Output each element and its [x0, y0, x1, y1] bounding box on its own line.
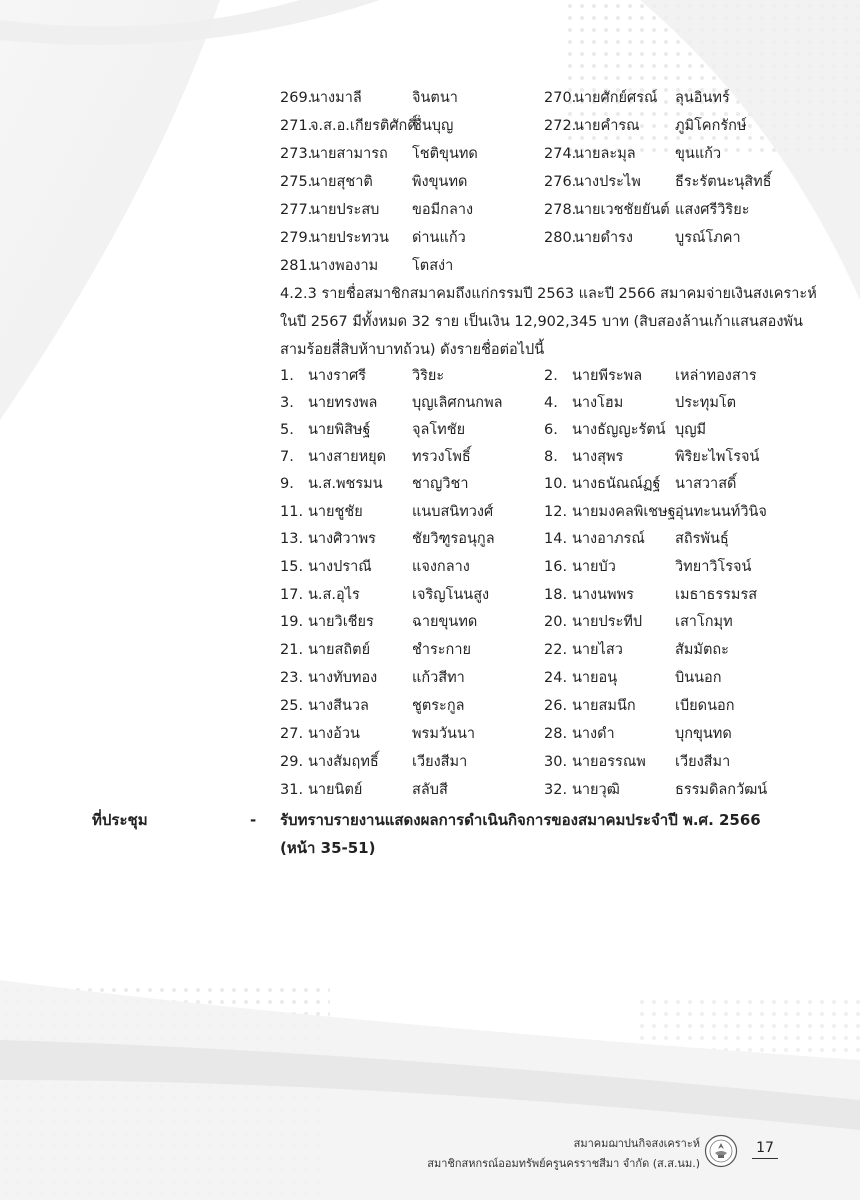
first-name: นางทับทอง: [308, 670, 378, 686]
first-name: นายนิตย์: [308, 782, 363, 798]
paragraph-line: ในปี 2567 มีทั้งหมด 32 ราย เป็นเงิน 12,902,345 บาท (สิบสองล้านเก้าแสนสองพัน: [280, 314, 803, 330]
last-name: แนบสนิทวงศ์: [412, 504, 494, 520]
last-name: ชัยวิฑูรอนุกูล: [412, 531, 495, 547]
item-number: 21.: [280, 642, 304, 658]
last-name: โตสง่า: [412, 258, 454, 274]
first-name: นายวิเชียร: [308, 614, 374, 630]
item-number: 279.: [280, 230, 313, 246]
item-number: 8.: [544, 449, 558, 465]
last-name: ทรวงโพธิ์: [412, 449, 471, 465]
last-name: เวียงสีมา: [412, 754, 468, 770]
last-name: ชูตระกูล: [412, 698, 465, 714]
item-number: 5.: [280, 422, 294, 438]
last-name: ประทุมโต: [675, 395, 737, 411]
first-name: นายบัว: [572, 559, 616, 575]
first-name: จ.ส.อ.เกียรติศักดิ์: [310, 118, 417, 134]
last-name: ชื่นบุญ: [412, 118, 454, 134]
item-number: 32.: [544, 782, 568, 798]
last-name: ภูมิโคกรักษ์: [675, 118, 747, 134]
item-number: 276.: [544, 174, 577, 190]
last-name: ขอมีกลาง: [412, 202, 474, 218]
first-name: นางธนัณณ์ฏฐ์: [572, 476, 661, 492]
last-name: อุ่นทะนนท์วินิจ: [675, 504, 767, 520]
last-name: เสาโกมุท: [675, 614, 733, 630]
item-number: 272.: [544, 118, 577, 134]
last-name: โชติขุนทด: [412, 146, 478, 162]
item-number: 19.: [280, 614, 304, 630]
last-name: พิงขุนทด: [412, 174, 468, 190]
item-number: 14.: [544, 531, 568, 547]
first-name: นางสุพร: [572, 449, 624, 465]
item-number: 29.: [280, 754, 304, 770]
last-name: เบียดนอก: [675, 698, 735, 714]
item-number: 7.: [280, 449, 294, 465]
last-name: แก้วสีทา: [412, 670, 465, 686]
last-name: เจริญโนนสูง: [412, 587, 490, 603]
first-name: นางราศรี: [308, 368, 367, 384]
item-number: 24.: [544, 670, 568, 686]
first-name: นายมงคลพิเชษฐ: [572, 504, 676, 520]
item-number: 6.: [544, 422, 558, 438]
last-name: บูรณ์โภคา: [675, 230, 741, 246]
first-name: นางอาภรณ์: [572, 531, 645, 547]
item-number: 22.: [544, 642, 568, 658]
first-name: นางประไพ: [574, 174, 641, 190]
first-name: นายสมนึก: [572, 698, 636, 714]
resolution-text: รับทราบรายงานแสดงผลการดำเนินกิจการของสมาคมประจำปี พ.ศ. 2566: [280, 811, 761, 829]
last-name: วิริยะ: [412, 368, 445, 384]
first-name: นายประสบ: [310, 202, 380, 218]
page-number: 17: [752, 1138, 778, 1159]
last-name: สถิรพันธุ์: [675, 531, 729, 547]
item-number: 271.: [280, 118, 313, 134]
first-name: นายประทีป: [572, 614, 643, 630]
item-number: 26.: [544, 698, 568, 714]
last-name: นาสวาสดิ์: [675, 476, 737, 492]
item-number: 20.: [544, 614, 568, 630]
last-name: ขุนแก้ว: [675, 146, 722, 162]
last-name: ฉายขุนทด: [412, 614, 478, 630]
item-number: 270.: [544, 90, 577, 106]
first-name: นางสีนวล: [308, 698, 369, 714]
last-name: จินตนา: [412, 90, 458, 106]
last-name: พรมวันนา: [412, 726, 476, 742]
first-name: นายทรงพล: [308, 395, 378, 411]
last-name: เวียงสีมา: [675, 754, 731, 770]
footer-association-name: สมาคมฌาปนกิจสงเคราะห์: [573, 1137, 700, 1150]
first-name: นายวุฒิ: [572, 782, 620, 798]
last-name: บุญมี: [675, 422, 707, 438]
first-name: นางปราณี: [308, 559, 372, 575]
item-number: 4.: [544, 395, 558, 411]
last-name: บุกขุนทด: [675, 726, 732, 742]
item-number: 3.: [280, 395, 294, 411]
item-number: 28.: [544, 726, 568, 742]
last-name: ธรรมดิลกวัฒน์: [675, 782, 768, 798]
item-number: 25.: [280, 698, 304, 714]
item-number: 23.: [280, 670, 304, 686]
last-name: จุลโทชัย: [412, 422, 466, 438]
first-name: น.ส.อุไร: [308, 587, 360, 603]
item-number: 274.: [544, 146, 577, 162]
item-number: 1.: [280, 368, 294, 384]
first-name: นางธัญญะรัตน์: [572, 422, 666, 438]
first-name: นายไสว: [572, 642, 623, 658]
last-name: เหล่าทองสาร: [675, 368, 757, 384]
paragraph-line: สามร้อยสี่สิบห้าบาทถ้วน) ดังรายชื่อต่อไปนี้: [280, 342, 545, 358]
first-name: นางนพพร: [572, 587, 634, 603]
item-number: 273.: [280, 146, 313, 162]
resolution-page-ref: (หน้า 35-51): [280, 839, 376, 857]
first-name: นายละมุล: [574, 146, 636, 162]
first-name: นางมาลี: [310, 90, 362, 106]
last-name: ลุนอินทร์: [675, 90, 730, 106]
item-number: 9.: [280, 476, 294, 492]
last-name: พิริยะไพโรจน์: [675, 449, 760, 465]
first-name: นางโฮม: [572, 395, 624, 411]
first-name: นายสุชาติ: [310, 174, 373, 190]
item-number: 15.: [280, 559, 304, 575]
association-seal-icon: [704, 1134, 738, 1168]
item-number: 269.: [280, 90, 313, 106]
last-name: ธีระรัตนะนุสิทธิ์: [675, 174, 772, 190]
item-number: 277.: [280, 202, 313, 218]
last-name: บุญเลิศกนกพล: [412, 395, 503, 411]
first-name: นายสามารถ: [310, 146, 388, 162]
first-name: นางดำ: [572, 726, 615, 742]
first-name: น.ส.พชรมน: [308, 476, 383, 492]
last-name: วิทยาวิโรจน์: [675, 559, 752, 575]
last-name: แจงกลาง: [412, 559, 470, 575]
item-number: 16.: [544, 559, 568, 575]
item-number: 278.: [544, 202, 577, 218]
last-name: สัมมัตถะ: [675, 642, 729, 658]
last-name: สลับสี: [412, 782, 448, 798]
item-number: 281.: [280, 258, 313, 274]
last-name: ด่านแก้ว: [412, 230, 466, 246]
first-name: นายคำรณ: [574, 118, 640, 134]
first-name: นายชูชัย: [308, 504, 363, 520]
item-number: 280.: [544, 230, 577, 246]
item-number: 18.: [544, 587, 568, 603]
paragraph-line: 4.2.3 รายชื่อสมาชิกสมาคมถึงแก่กรรมปี 2563 และปี 2566 สมาคมจ่ายเงินสงเคราะห์: [280, 286, 817, 302]
resolution-dash: -: [250, 811, 257, 829]
first-name: นางอ้วน: [308, 726, 360, 742]
first-name: นายอนุ: [572, 670, 618, 686]
item-number: 10.: [544, 476, 568, 492]
item-number: 275.: [280, 174, 313, 190]
item-number: 13.: [280, 531, 304, 547]
resolution-label: ที่ประชุม: [92, 811, 148, 829]
first-name: นางสัมฤทธิ์: [308, 754, 379, 770]
first-name: นายประทวน: [310, 230, 389, 246]
item-number: 27.: [280, 726, 304, 742]
first-name: นายอรรณพ: [572, 754, 646, 770]
item-number: 31.: [280, 782, 304, 798]
last-name: บินนอก: [675, 670, 722, 686]
last-name: ชาญวิชา: [412, 476, 469, 492]
first-name: นายพีระพล: [572, 368, 643, 384]
first-name: นายเวชชัยยันต์: [574, 202, 670, 218]
item-number: 12.: [544, 504, 568, 520]
last-name: ชำระกาย: [412, 642, 471, 658]
first-name: นายสถิตย์: [308, 642, 371, 658]
first-name: นางศิวาพร: [308, 531, 376, 547]
first-name: นายศักย์ศรณ์: [574, 90, 658, 106]
item-number: 11.: [280, 504, 304, 520]
item-number: 2.: [544, 368, 558, 384]
first-name: นางพองาม: [310, 258, 379, 274]
footer-cooperative-name: สมาชิกสหกรณ์ออมทรัพย์ครูนครราชสีมา จำกัด (ส.ส.นม.): [427, 1157, 700, 1170]
first-name: นายพิสิษฐ์: [308, 422, 371, 438]
item-number: 30.: [544, 754, 568, 770]
first-name: นางสายหยุด: [308, 449, 387, 465]
first-name: นายดำรง: [574, 230, 633, 246]
item-number: 17.: [280, 587, 304, 603]
last-name: เมธาธรรมรส: [675, 587, 758, 603]
last-name: แสงศรีวิริยะ: [675, 202, 750, 218]
